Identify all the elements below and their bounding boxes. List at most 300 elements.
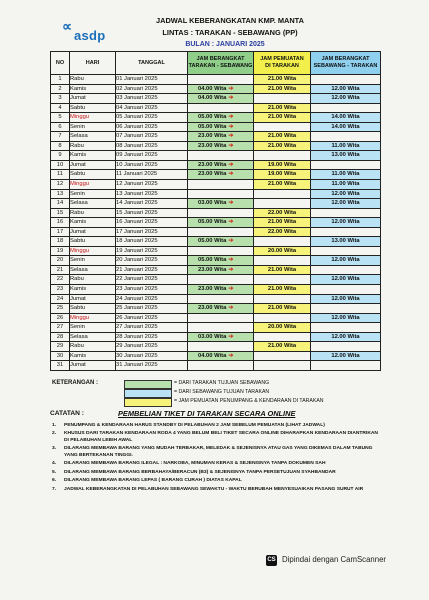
tarakan-departure-cell [188, 285, 254, 295]
row-day: Rabu [70, 208, 116, 218]
logo-text: asdp [74, 28, 106, 43]
tarakan-departure-cell [188, 265, 254, 275]
row-day: Minggu [70, 313, 116, 323]
legend-text-pemuatan: = JAM PEMUATAN PENUMPANG & KENDARAAN DI TARAKAN [174, 398, 324, 404]
loading-time-cell [254, 75, 311, 85]
table-row [51, 265, 381, 275]
loading-time: 22.00 Wita [267, 209, 297, 216]
legend-swatch-yellow [124, 398, 172, 407]
sebawang-departure-cell [311, 141, 381, 151]
row-day: Jumat [70, 160, 116, 170]
row-day: Jumat [70, 361, 116, 371]
row-no: 2 [51, 84, 70, 94]
row-date: 22 Januari 2025 [116, 275, 188, 285]
sebawang-departure-cell [311, 237, 381, 247]
loading-time-cell [254, 332, 311, 342]
loading-time-cell [254, 208, 311, 218]
loading-time: 21.00 Wita [267, 76, 297, 82]
loading-time-cell [254, 180, 311, 190]
loading-time: 21.00 Wita [267, 305, 297, 312]
loading-time: 21.00 Wita [267, 85, 297, 92]
sebawang-departure-cell [311, 160, 381, 170]
table-row [51, 294, 381, 304]
loading-time-cell [254, 160, 311, 170]
sebawang-departure-cell [311, 265, 381, 275]
row-day: Jumat [70, 227, 116, 237]
schedule-table [50, 51, 381, 371]
row-day: Kamis [70, 285, 116, 295]
tarakan-departure-cell [188, 199, 254, 209]
row-no: 16 [51, 218, 70, 228]
legend-text-sebawang: = DARI SEBAWANG TUJUAN TARAKAN [174, 389, 270, 395]
sebawang-departure-time: 12.00 Wita [331, 95, 360, 102]
tarakan-departure-cell [188, 256, 254, 266]
logo-swirl-icon: ∝ [62, 18, 73, 34]
row-no: 3 [51, 94, 70, 104]
loading-time-cell [254, 323, 311, 333]
table-row [51, 304, 381, 314]
row-day: Rabu [70, 75, 116, 85]
row-day: Kamis [70, 218, 116, 228]
table-row [51, 351, 381, 361]
arrow-right-icon: ➔ [228, 161, 234, 168]
tarakan-departure-time: 05.00 Wita [198, 123, 227, 130]
note-text: DILARANG MEMBAWA BARANG ILEGAL : NARKOBA, MINUMAN KERAS & SEJENISNYA TANPA DOKUMEN SAH [64, 461, 326, 467]
sebawang-departure-cell [311, 227, 381, 237]
sebawang-departure-cell [311, 103, 381, 113]
sebawang-departure-cell [311, 313, 381, 323]
tarakan-departure-cell [188, 227, 254, 237]
notes-list [52, 423, 382, 495]
sebawang-departure-cell [311, 304, 381, 314]
loading-time: 21.00 Wita [267, 286, 297, 293]
row-day: Minggu [70, 113, 116, 123]
asdp-logo [62, 18, 116, 44]
tarakan-departure-cell [188, 332, 254, 342]
loading-time-cell [254, 94, 311, 104]
loading-time: 20.00 Wita [267, 247, 297, 254]
loading-time: 21.00 Wita [267, 219, 297, 226]
sebawang-departure-time: 12.00 Wita [331, 257, 360, 264]
loading-time-cell [254, 84, 311, 94]
row-date: 08 Januari 2025 [116, 141, 188, 151]
row-day: Minggu [70, 246, 116, 256]
loading-time-cell [254, 246, 311, 256]
row-date: 11 Januari 2025 [116, 170, 188, 180]
loading-time-cell [254, 304, 311, 314]
sebawang-departure-time: 12.00 Wita [331, 85, 360, 92]
arrow-right-icon: ➔ [228, 352, 234, 359]
table-row [51, 323, 381, 333]
loading-time: 22.00 Wita [267, 228, 297, 235]
sebawang-departure-time: 12.00 Wita [331, 200, 360, 207]
arrow-right-icon: ➔ [228, 219, 234, 226]
sebawang-departure-time: 13.00 Wita [331, 152, 360, 159]
loading-time-cell [254, 189, 311, 199]
tarakan-departure-cell [188, 75, 254, 85]
sebawang-departure-cell [311, 84, 381, 94]
table-row [51, 170, 381, 180]
row-day: Rabu [70, 275, 116, 285]
loading-time: 21.00 Wita [267, 104, 297, 111]
header-sebawang-title: JAM BERANGKAT [321, 56, 370, 62]
tarakan-departure-time: 23.00 Wita [198, 305, 227, 312]
row-no: 15 [51, 208, 70, 218]
row-date: 21 Januari 2025 [116, 265, 188, 275]
loading-time-cell [254, 218, 311, 228]
tarakan-departure-time: 23.00 Wita [198, 266, 227, 273]
tarakan-departure-cell [188, 218, 254, 228]
row-day: Sabtu [70, 237, 116, 247]
header-pemuatan-title: JAM PEMUATAN [260, 56, 304, 62]
arrow-right-icon: ➔ [228, 133, 234, 140]
row-day: Senin [70, 323, 116, 333]
loading-time-cell [254, 275, 311, 285]
row-no: 23 [51, 285, 70, 295]
sebawang-departure-cell [311, 180, 381, 190]
loading-time-cell [254, 132, 311, 142]
row-day: Kamis [70, 84, 116, 94]
loading-time: 21.00 Wita [267, 181, 297, 188]
row-no: 13 [51, 189, 70, 199]
tarakan-departure-time: 05.00 Wita [198, 219, 227, 226]
row-no: 27 [51, 323, 70, 333]
sebawang-departure-time: 11.00 Wita [331, 181, 360, 188]
tarakan-departure-cell [188, 113, 254, 123]
table-row [51, 103, 381, 113]
loading-time: 21.00 Wita [267, 142, 297, 149]
loading-time-cell [254, 151, 311, 161]
row-date: 19 Januari 2025 [116, 246, 188, 256]
loading-time-cell [254, 237, 311, 247]
sebawang-departure-time: 11.00 Wita [331, 142, 360, 149]
row-day: Jumat [70, 294, 116, 304]
month-title: BULAN : JANUARI 2025 [185, 41, 265, 48]
loading-time-cell [254, 122, 311, 132]
note-item: 2. KHUSUS DARI TARAKAN KENDARAAN RODA 4 YANG BELUM BELI TIKET SECARA ONLINE DIHARAPKAN KENDARAAN DIANTRIKAN DI PELABUHAN LEBIH AWAL [52, 431, 378, 443]
row-date: 20 Januari 2025 [116, 256, 188, 266]
sebawang-departure-cell [311, 94, 381, 104]
row-no: 28 [51, 332, 70, 342]
sebawang-departure-time: 14.00 Wita [331, 114, 360, 121]
row-date: 04 Januari 2025 [116, 103, 188, 113]
row-date: 03 Januari 2025 [116, 94, 188, 104]
row-date: 29 Januari 2025 [116, 342, 188, 352]
arrow-right-icon: ➔ [228, 123, 234, 130]
tarakan-departure-cell [188, 246, 254, 256]
row-no: 9 [51, 151, 70, 161]
sebawang-departure-cell [311, 199, 381, 209]
row-no: 7 [51, 132, 70, 142]
header-hari: HARI [70, 52, 116, 75]
note-text: PENUMPANG & KENDARAAN HARUS STANDBY DI PELABUHAN 2 JAM SEBELUM PEMUATAN (LIHAT JADWAL) [64, 423, 325, 428]
tarakan-departure-cell [188, 275, 254, 285]
row-no: 26 [51, 313, 70, 323]
tarakan-departure-time: 23.00 Wita [198, 142, 227, 149]
arrow-right-icon: ➔ [228, 238, 234, 245]
sebawang-departure-cell [311, 294, 381, 304]
row-day: Selasa [70, 199, 116, 209]
row-day: Selasa [70, 332, 116, 342]
tarakan-departure-time: 05.00 Wita [198, 114, 227, 121]
tarakan-departure-cell [188, 103, 254, 113]
sebawang-departure-time: 12.00 Wita [331, 219, 360, 226]
loading-time-cell [254, 170, 311, 180]
table-row [51, 332, 381, 342]
sebawang-departure-time: 11.00 Wita [331, 171, 360, 178]
sebawang-departure-time: 12.00 Wita [331, 276, 360, 283]
note-text: JADWAL KEBERANGKATAN DI PELABUHAN SEBAWANG SEWAKTU - WAKTU BERUBAH MENYESUAIKAN PASANG SURUT AIR [64, 486, 364, 492]
row-day: Sabtu [70, 304, 116, 314]
loading-time-cell [254, 342, 311, 352]
loading-time-cell [254, 361, 311, 371]
arrow-right-icon: ➔ [228, 333, 234, 340]
loading-time: 20.00 Wita [267, 324, 297, 331]
route-title: LINTAS : TARAKAN - SEBAWANG (PP) [162, 28, 298, 37]
sebawang-departure-cell [311, 361, 381, 371]
tarakan-departure-cell [188, 323, 254, 333]
table-header-row [51, 52, 381, 75]
note-item: 4. DILARANG MEMBAWA BARANG ILEGAL : NARKOBA, MINUMAN KERAS & SEJENISNYA TANPA DOKUMEN SAH [52, 461, 326, 467]
sebawang-departure-time: 12.00 Wita [331, 352, 360, 359]
header-no: NO [51, 52, 70, 75]
row-day: Selasa [70, 132, 116, 142]
row-day: Kamis [70, 351, 116, 361]
note-item: 5. DILARANG MEMBAWA BARANG BERBAHAYA/BERACUN (B3) & SEJENISNYA TANPA PERSETUJUAN SYAHBANDAR [52, 469, 336, 475]
table-row [51, 113, 381, 123]
row-no: 8 [51, 141, 70, 151]
table-row [51, 285, 381, 295]
arrow-right-icon: ➔ [228, 266, 234, 273]
header-pemuatan-sub: DI TARAKAN [265, 63, 299, 69]
row-date: 12 Januari 2025 [116, 180, 188, 190]
loading-time-cell [254, 227, 311, 237]
loading-time: 19.00 Wita [267, 161, 297, 168]
row-date: 24 Januari 2025 [116, 294, 188, 304]
loading-time-cell [254, 103, 311, 113]
tarakan-departure-cell [188, 122, 254, 132]
row-no: 29 [51, 342, 70, 352]
row-date: 10 Januari 2025 [116, 160, 188, 170]
tarakan-departure-cell [188, 237, 254, 247]
row-no: 12 [51, 180, 70, 190]
row-no: 20 [51, 256, 70, 266]
note-item: 3. DILARANG MEMBAWA BARANG YANG MUDAH TERBAKAR, MELEDAK & SEJENISNYA ATAU GAS YANG DIKEMAS DALAM TABUNG YANG BERTEKANAN TINGGI. [52, 446, 373, 458]
note-item: 1. PENUMPANG & KENDARAAN HARUS STANDBY DI PELABUHAN 2 JAM SEBELUM PEMUATAN (LIHAT JADWAL) [52, 423, 325, 428]
loading-time-cell [254, 256, 311, 266]
table-row [51, 246, 381, 256]
loading-time: 21.00 Wita [267, 266, 297, 273]
note-text: DILARANG MEMBAWA BARANG YANG MUDAH TERBAKAR, MELEDAK & SEJENISNYA ATAU GAS YANG DIKEMAS DALAM TABUNG YANG BERTEKANAN TINGGI. [64, 446, 373, 458]
row-day: Senin [70, 122, 116, 132]
sebawang-departure-time: 12.00 Wita [331, 190, 360, 197]
row-no: 22 [51, 275, 70, 285]
tarakan-departure-time: 04.00 Wita [198, 95, 227, 102]
tarakan-departure-time: 03.00 Wita [198, 333, 227, 340]
row-day: Jumat [70, 94, 116, 104]
row-day: Senin [70, 256, 116, 266]
table-row [51, 237, 381, 247]
sebawang-departure-cell [311, 208, 381, 218]
sebawang-departure-cell [311, 342, 381, 352]
row-date: 28 Januari 2025 [116, 332, 188, 342]
schedule-rows [51, 75, 381, 371]
table-row [51, 160, 381, 170]
sebawang-departure-cell [311, 122, 381, 132]
row-day: Sabtu [70, 170, 116, 180]
sebawang-departure-cell [311, 256, 381, 266]
loading-time-cell [254, 294, 311, 304]
sebawang-departure-cell [311, 75, 381, 85]
loading-time-cell [254, 285, 311, 295]
notes-label: CATATAN : [50, 410, 84, 417]
tarakan-departure-time: 04.00 Wita [198, 352, 227, 359]
table-row [51, 313, 381, 323]
row-date: 27 Januari 2025 [116, 323, 188, 333]
header-tanggal: TANGGAL [116, 52, 188, 75]
notes-title: PEMBELIAN TIKET DI TARAKAN SECARA ONLINE [118, 409, 296, 418]
sebawang-departure-cell [311, 246, 381, 256]
table-row [51, 361, 381, 371]
row-no: 5 [51, 113, 70, 123]
loading-time-cell [254, 199, 311, 209]
loading-time: 21.00 Wita [267, 343, 297, 350]
table-row [51, 151, 381, 161]
table-row [51, 227, 381, 237]
row-day: Senin [70, 189, 116, 199]
row-date: 17 Januari 2025 [116, 227, 188, 237]
tarakan-departure-cell [188, 151, 254, 161]
tarakan-departure-cell [188, 208, 254, 218]
row-no: 25 [51, 304, 70, 314]
tarakan-departure-time: 23.00 Wita [198, 286, 227, 293]
loading-time: 19.00 Wita [267, 171, 297, 178]
row-date: 31 Januari 2025 [116, 361, 188, 371]
table-row [51, 94, 381, 104]
table-row [51, 256, 381, 266]
arrow-right-icon: ➔ [228, 257, 234, 264]
arrow-right-icon: ➔ [228, 114, 234, 121]
tarakan-departure-time: 05.00 Wita [198, 238, 227, 245]
row-date: 15 Januari 2025 [116, 208, 188, 218]
row-no: 4 [51, 103, 70, 113]
sebawang-departure-time: 13.00 Wita [331, 238, 360, 245]
row-day: Kamis [70, 151, 116, 161]
sebawang-departure-cell [311, 170, 381, 180]
row-date: 06 Januari 2025 [116, 122, 188, 132]
sebawang-departure-cell [311, 323, 381, 333]
row-date: 05 Januari 2025 [116, 113, 188, 123]
row-no: 17 [51, 227, 70, 237]
row-day: Selasa [70, 265, 116, 275]
table-row [51, 275, 381, 285]
row-day: Sabtu [70, 103, 116, 113]
tarakan-departure-cell [188, 304, 254, 314]
row-no: 31 [51, 361, 70, 371]
arrow-right-icon: ➔ [228, 142, 234, 149]
table-row [51, 122, 381, 132]
tarakan-departure-cell [188, 94, 254, 104]
loading-time: 21.00 Wita [267, 114, 297, 121]
sebawang-departure-time: 12.00 Wita [331, 333, 360, 340]
tarakan-departure-cell [188, 180, 254, 190]
row-date: 26 Januari 2025 [116, 313, 188, 323]
legend-text-tarakan: = DARI TARAKAN TUJUAN SEBAWANG [174, 380, 270, 386]
row-day: Minggu [70, 180, 116, 190]
table-row [51, 342, 381, 352]
tarakan-departure-cell [188, 294, 254, 304]
legend-swatch-green [124, 380, 172, 389]
loading-time-cell [254, 141, 311, 151]
sebawang-departure-cell [311, 351, 381, 361]
table-row [51, 199, 381, 209]
sebawang-departure-cell [311, 132, 381, 142]
header-tarakan-title: JAM BERANGKAT [196, 56, 245, 62]
sebawang-departure-time: 12.00 Wita [331, 314, 360, 321]
note-text: DILARANG MEMBAWA BARANG BERBAHAYA/BERACUN (B3) & SEJENISNYA TANPA PERSETUJUAN SYAHBANDAR [64, 469, 336, 475]
sebawang-departure-cell [311, 285, 381, 295]
sebawang-departure-cell [311, 275, 381, 285]
tarakan-departure-cell [188, 141, 254, 151]
loading-time: 21.00 Wita [267, 133, 297, 140]
table-row [51, 84, 381, 94]
loading-time-cell [254, 351, 311, 361]
header-tarakan-sub: TARAKAN - SEBAWANG [188, 63, 253, 69]
tarakan-departure-cell [188, 160, 254, 170]
row-no: 11 [51, 170, 70, 180]
sebawang-departure-cell [311, 113, 381, 123]
sebawang-departure-cell [311, 332, 381, 342]
row-day: Rabu [70, 342, 116, 352]
sebawang-departure-cell [311, 151, 381, 161]
legend-label: KETERANGAN : [52, 380, 98, 386]
header-sebawang-tarakan [311, 52, 381, 75]
row-date: 30 Januari 2025 [116, 351, 188, 361]
tarakan-departure-time: 04.00 Wita [198, 85, 227, 92]
sebawang-departure-cell [311, 218, 381, 228]
camscanner-watermark [266, 554, 416, 568]
header-tarakan-sebawang [188, 52, 254, 75]
arrow-right-icon: ➔ [228, 305, 234, 312]
page-title: JADWAL KEBERANGKATAN KMP. MANTA [156, 16, 304, 25]
legend-swatch-blue [124, 389, 172, 398]
row-no: 14 [51, 199, 70, 209]
table-row [51, 180, 381, 190]
tarakan-departure-cell [188, 342, 254, 352]
note-text: KHUSUS DARI TARAKAN KENDARAAN RODA 4 YANG BELUM BELI TIKET SECARA ONLINE DIHARAPKAN KENDARAAN DIANTRIKAN DI PELABUHAN LEBIH AWAL [64, 431, 378, 443]
tarakan-departure-time: 05.00 Wita [198, 257, 227, 264]
tarakan-departure-cell [188, 84, 254, 94]
tarakan-departure-time: 03.00 Wita [198, 200, 227, 207]
table-row [51, 218, 381, 228]
row-no: 21 [51, 265, 70, 275]
table-row [51, 189, 381, 199]
note-text: DILARANG MEMBAWA BARANG LEPAS ( BARANG CURAH ) DIATAS KAPAL [64, 478, 242, 484]
row-date: 13 Januari 2025 [116, 189, 188, 199]
row-no: 24 [51, 294, 70, 304]
row-no: 30 [51, 351, 70, 361]
header-pemuatan [254, 52, 311, 75]
row-no: 1 [51, 75, 70, 85]
sebawang-departure-cell [311, 189, 381, 199]
sebawang-departure-time: 12.00 Wita [331, 295, 360, 302]
tarakan-departure-cell [188, 313, 254, 323]
row-date: 18 Januari 2025 [116, 237, 188, 247]
arrow-right-icon: ➔ [228, 85, 234, 92]
table-row [51, 75, 381, 85]
note-item: 7. JADWAL KEBERANGKATAN DI PELABUHAN SEBAWANG SEWAKTU - WAKTU BERUBAH MENYESUAIKAN PASANG SURUT AIR [52, 486, 364, 492]
arrow-right-icon: ➔ [228, 95, 234, 102]
